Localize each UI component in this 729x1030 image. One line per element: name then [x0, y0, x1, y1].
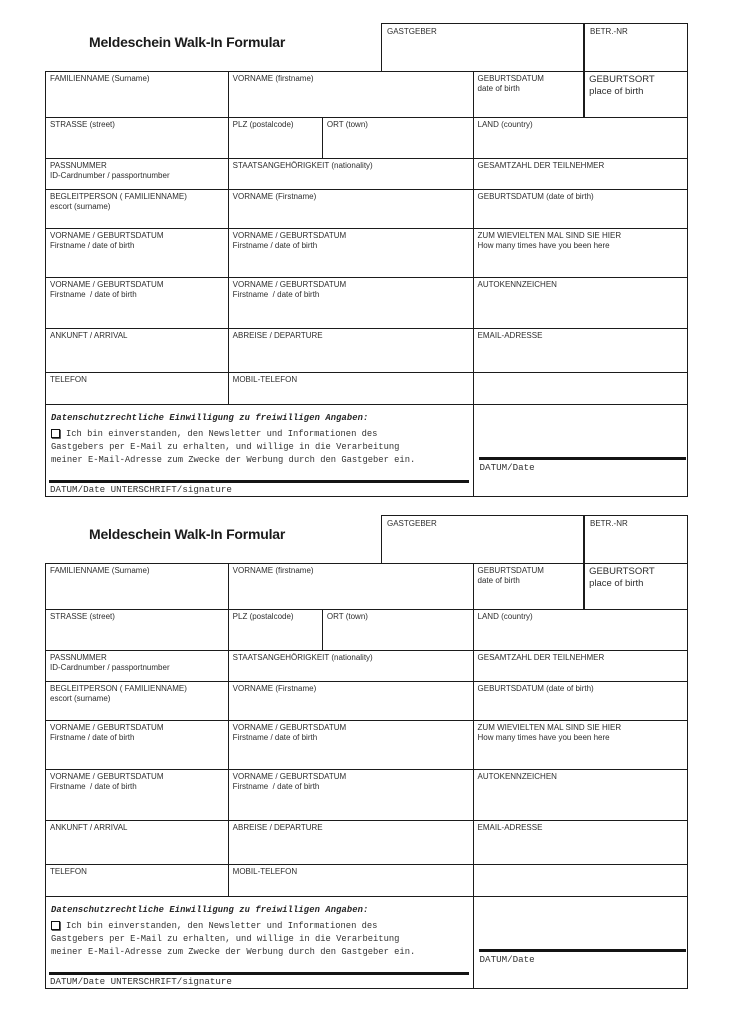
label-de: TELEFON: [50, 867, 87, 876]
label-de: GEBURTSORT: [589, 566, 655, 577]
newsletter-consent-checkbox[interactable]: [51, 429, 60, 438]
label-en: ID-Cardnumber / passportnumber: [50, 662, 170, 672]
label-de: STRASSE (street): [50, 120, 115, 129]
label-de: FAMILIENNAME (Surname): [50, 74, 150, 83]
label-de: VORNAME (Firstname): [232, 192, 317, 201]
label-de: VORNAME (firstname): [232, 74, 314, 83]
label-de: ZUM WIEVIELTEN MAL SIND SIE HIER: [477, 231, 622, 240]
label-en: Firstname / date of birth: [232, 781, 320, 791]
label-de: PLZ (postalcode): [232, 612, 294, 621]
field-strasse[interactable]: [46, 610, 229, 650]
consent-text-line: meiner E-Mail-Adresse zum Zwecke der Werbung durch den Gastgeber ein.: [51, 947, 416, 958]
consent-line-text: Ich bin einverstanden, den Newsletter und Informationen des: [66, 921, 378, 931]
label-en: escort (surname): [50, 201, 111, 211]
table-row: [46, 610, 687, 651]
label-de: EMAIL-ADRESSE: [477, 331, 543, 340]
header-boxes: [381, 23, 688, 71]
field-ankunft[interactable]: [46, 821, 229, 864]
label-en: Firstname / date of birth: [50, 240, 135, 250]
field-vorname[interactable]: [229, 564, 474, 609]
label-de: EMAIL-ADRESSE: [477, 823, 543, 832]
field-ort[interactable]: [323, 610, 474, 650]
field-passnummer[interactable]: [46, 651, 229, 681]
label-en: Firstname / date of birth: [232, 732, 318, 742]
field-familienname[interactable]: [46, 72, 229, 117]
label-de: VORNAME (Firstname): [232, 684, 317, 693]
empty-cell: [474, 373, 687, 404]
date-line: [479, 457, 686, 460]
label-de: PLZ (postalcode): [232, 120, 294, 129]
label-en: Firstname / date of birth: [232, 289, 320, 299]
label-de: LAND (country): [477, 120, 533, 129]
field-begleitperson-vorname[interactable]: [229, 682, 474, 720]
label-de: BEGLEITPERSON ( FAMILIENNAME): [50, 192, 187, 201]
table-row: [46, 329, 687, 373]
field-begleitperson-vorname[interactable]: [229, 190, 474, 228]
field-ort[interactable]: [323, 118, 474, 158]
label-de: GEBURTSDATUM (date of birth): [477, 684, 594, 693]
field-abreise[interactable]: [229, 329, 474, 372]
field-abreise[interactable]: [229, 821, 474, 864]
label-betr-nr: BETR.-NR: [590, 519, 628, 528]
consent-cell: [46, 405, 474, 496]
label-en: ID-Cardnumber / passportnumber: [50, 170, 170, 180]
label-de: VORNAME (firstname): [232, 566, 314, 575]
label-de: AUTOKENNZEICHEN: [477, 772, 557, 781]
field-email-adresse[interactable]: [474, 821, 687, 864]
date-line: [479, 949, 686, 952]
label-de: MOBIL-TELEFON: [232, 867, 298, 876]
field-geburtsdatum[interactable]: [474, 564, 586, 609]
field-staatsangehoerigkeit[interactable]: [229, 159, 474, 189]
consent-text-line: Gastgebers per E-Mail zu erhalten, und willige in die Verarbeitung: [51, 442, 400, 453]
meldeschein-form: [45, 515, 688, 989]
field-begleiter2-vorname-geburtsdatum[interactable]: [46, 721, 229, 769]
field-telefon[interactable]: [46, 865, 229, 896]
form-header: [45, 515, 688, 563]
label-de: ANKUNFT / ARRIVAL: [50, 331, 128, 340]
field-geburtsort[interactable]: [585, 72, 687, 117]
field-plz[interactable]: [229, 118, 323, 158]
date-cell[interactable]: [474, 897, 687, 988]
field-begleitperson-geburtsdatum[interactable]: [474, 682, 687, 720]
field-vorname[interactable]: [229, 72, 474, 117]
field-ankunft[interactable]: [46, 329, 229, 372]
label-de: AUTOKENNZEICHEN: [477, 280, 557, 289]
field-besuchsanzahl[interactable]: [474, 721, 687, 769]
label-de: ABREISE / DEPARTURE: [232, 823, 323, 832]
table-row: [46, 229, 687, 278]
field-gesamtzahl-teilnehmer[interactable]: [474, 651, 687, 681]
label-de: GEBURTSDATUM: [477, 566, 544, 575]
field-mobil-telefon[interactable]: [229, 865, 474, 896]
label-en: Firstname / date of birth: [232, 240, 318, 250]
gastgeber-field[interactable]: [381, 515, 583, 563]
betr-nr-field[interactable]: [583, 23, 688, 71]
field-geburtsort[interactable]: [585, 564, 687, 609]
field-begleiter4-vorname-geburtsdatum[interactable]: [46, 278, 229, 328]
field-email-adresse[interactable]: [474, 329, 687, 372]
label-de: GESAMTZAHL DER TEILNEHMER: [477, 653, 605, 662]
table-row: [46, 682, 687, 721]
field-besuchsanzahl[interactable]: [474, 229, 687, 277]
field-autokennzeichen[interactable]: [474, 770, 687, 820]
label-en: How many times have you been here: [477, 240, 610, 250]
signature-line: [49, 972, 469, 975]
field-begleitperson-geburtsdatum[interactable]: [474, 190, 687, 228]
label-en: Firstname / date of birth: [50, 732, 135, 742]
table-row: [46, 897, 687, 988]
field-begleitperson-familienname[interactable]: [46, 682, 229, 720]
label-de: ORT (town): [326, 612, 368, 621]
label-en: Firstname / date of birth: [50, 781, 137, 791]
label-de: GEBURTSORT: [589, 74, 655, 85]
label-de: TELEFON: [50, 375, 87, 384]
label-de: VORNAME / GEBURTSDATUM: [50, 280, 164, 289]
consent-text-line: Gastgebers per E-Mail zu erhalten, und willige in die Verarbeitung: [51, 934, 400, 945]
label-de: VORNAME / GEBURTSDATUM: [50, 231, 164, 240]
label-de: PASSNUMMER: [50, 653, 107, 662]
date-label: DATUM/Date: [479, 462, 535, 473]
form-header: [45, 23, 688, 71]
field-begleiter5-vorname-geburtsdatum[interactable]: [229, 770, 474, 820]
label-de: LAND (country): [477, 612, 533, 621]
betr-nr-field[interactable]: [583, 515, 688, 563]
label-de: STAATSANGEHÖRIGKEIT (nationality): [232, 161, 373, 170]
label-betr-nr: BETR.-NR: [590, 27, 628, 36]
label-gastgeber: GASTGEBER: [387, 27, 437, 36]
label-en: date of birth: [477, 575, 520, 585]
label-en: escort (surname): [50, 693, 111, 703]
signature-label: DATUM/Date UNTERSCHRIFT/signature: [50, 976, 232, 987]
label-de: VORNAME / GEBURTSDATUM: [50, 772, 164, 781]
signature-label: DATUM/Date UNTERSCHRIFT/signature: [50, 484, 232, 495]
table-row: [46, 373, 687, 405]
label-de: STRASSE (street): [50, 612, 115, 621]
field-land[interactable]: [474, 118, 687, 158]
consent-text-line: meiner E-Mail-Adresse zum Zwecke der Werbung durch den Gastgeber ein.: [51, 455, 416, 466]
label-de: VORNAME / GEBURTSDATUM: [232, 280, 347, 289]
field-staatsangehoerigkeit[interactable]: [229, 651, 474, 681]
table-row: [46, 159, 687, 190]
field-begleiter3-vorname-geburtsdatum[interactable]: [229, 229, 474, 277]
label-de: PASSNUMMER: [50, 161, 107, 170]
table-row: [46, 405, 687, 496]
signature-line: [49, 480, 469, 483]
field-gesamtzahl-teilnehmer[interactable]: [474, 159, 687, 189]
label-en: date of birth: [477, 83, 520, 93]
table-row: [46, 190, 687, 229]
table-row: [46, 118, 687, 159]
form-title: Meldeschein Walk-In Formular: [89, 526, 286, 542]
field-begleitperson-familienname[interactable]: [46, 190, 229, 228]
label-gastgeber: GASTGEBER: [387, 519, 437, 528]
field-autokennzeichen[interactable]: [474, 278, 687, 328]
label-de: ABREISE / DEPARTURE: [232, 331, 323, 340]
consent-line-text: Ich bin einverstanden, den Newsletter und Informationen des: [66, 429, 378, 439]
date-label: DATUM/Date: [479, 954, 535, 965]
form-title: Meldeschein Walk-In Formular: [89, 34, 286, 50]
field-begleiter3-vorname-geburtsdatum[interactable]: [229, 721, 474, 769]
field-mobil-telefon[interactable]: [229, 373, 474, 404]
table-row: [46, 278, 687, 329]
label-de: BEGLEITPERSON ( FAMILIENNAME): [50, 684, 187, 693]
label-en: How many times have you been here: [477, 732, 610, 742]
newsletter-consent-checkbox[interactable]: [51, 921, 60, 930]
table-row: [46, 72, 687, 118]
field-begleiter4-vorname-geburtsdatum[interactable]: [46, 770, 229, 820]
label-de: STAATSANGEHÖRIGKEIT (nationality): [232, 653, 373, 662]
consent-text-line: [51, 920, 467, 933]
label-en: Firstname / date of birth: [50, 289, 137, 299]
label-de: ANKUNFT / ARRIVAL: [50, 823, 128, 832]
field-passnummer[interactable]: [46, 159, 229, 189]
empty-cell: [474, 865, 687, 896]
form-table: [45, 563, 688, 989]
label-en: place of birth: [589, 86, 644, 97]
label-de: VORNAME / GEBURTSDATUM: [232, 772, 347, 781]
date-cell[interactable]: [474, 405, 687, 496]
consent-cell: [46, 897, 474, 988]
label-de: VORNAME / GEBURTSDATUM: [232, 723, 347, 732]
table-row: [46, 821, 687, 865]
consent-text-line: [51, 428, 467, 441]
field-telefon[interactable]: [46, 373, 229, 404]
header-boxes: [381, 515, 688, 563]
meldeschein-form: [45, 23, 688, 497]
table-row: [46, 770, 687, 821]
table-row: [46, 865, 687, 897]
label-de: GESAMTZAHL DER TEILNEHMER: [477, 161, 605, 170]
table-row: [46, 564, 687, 610]
consent-heading: Datenschutzrechtliche Einwilligung zu freiwilligen Angaben:: [51, 905, 369, 915]
label-de: GEBURTSDATUM (date of birth): [477, 192, 594, 201]
field-begleiter2-vorname-geburtsdatum[interactable]: [46, 229, 229, 277]
label-de: ORT (town): [326, 120, 368, 129]
label-de: MOBIL-TELEFON: [232, 375, 298, 384]
gastgeber-field[interactable]: [381, 23, 583, 71]
label-de: ZUM WIEVIELTEN MAL SIND SIE HIER: [477, 723, 622, 732]
table-row: [46, 651, 687, 682]
label-de: VORNAME / GEBURTSDATUM: [232, 231, 347, 240]
label-en: place of birth: [589, 578, 644, 589]
label-de: VORNAME / GEBURTSDATUM: [50, 723, 164, 732]
field-geburtsdatum[interactable]: [474, 72, 586, 117]
form-table: [45, 71, 688, 497]
field-plz[interactable]: [229, 610, 323, 650]
table-row: [46, 721, 687, 770]
label-de: FAMILIENNAME (Surname): [50, 566, 150, 575]
field-land[interactable]: [474, 610, 687, 650]
field-begleiter5-vorname-geburtsdatum[interactable]: [229, 278, 474, 328]
label-de: GEBURTSDATUM: [477, 74, 544, 83]
field-familienname[interactable]: [46, 564, 229, 609]
field-strasse[interactable]: [46, 118, 229, 158]
consent-heading: Datenschutzrechtliche Einwilligung zu freiwilligen Angaben:: [51, 413, 369, 423]
